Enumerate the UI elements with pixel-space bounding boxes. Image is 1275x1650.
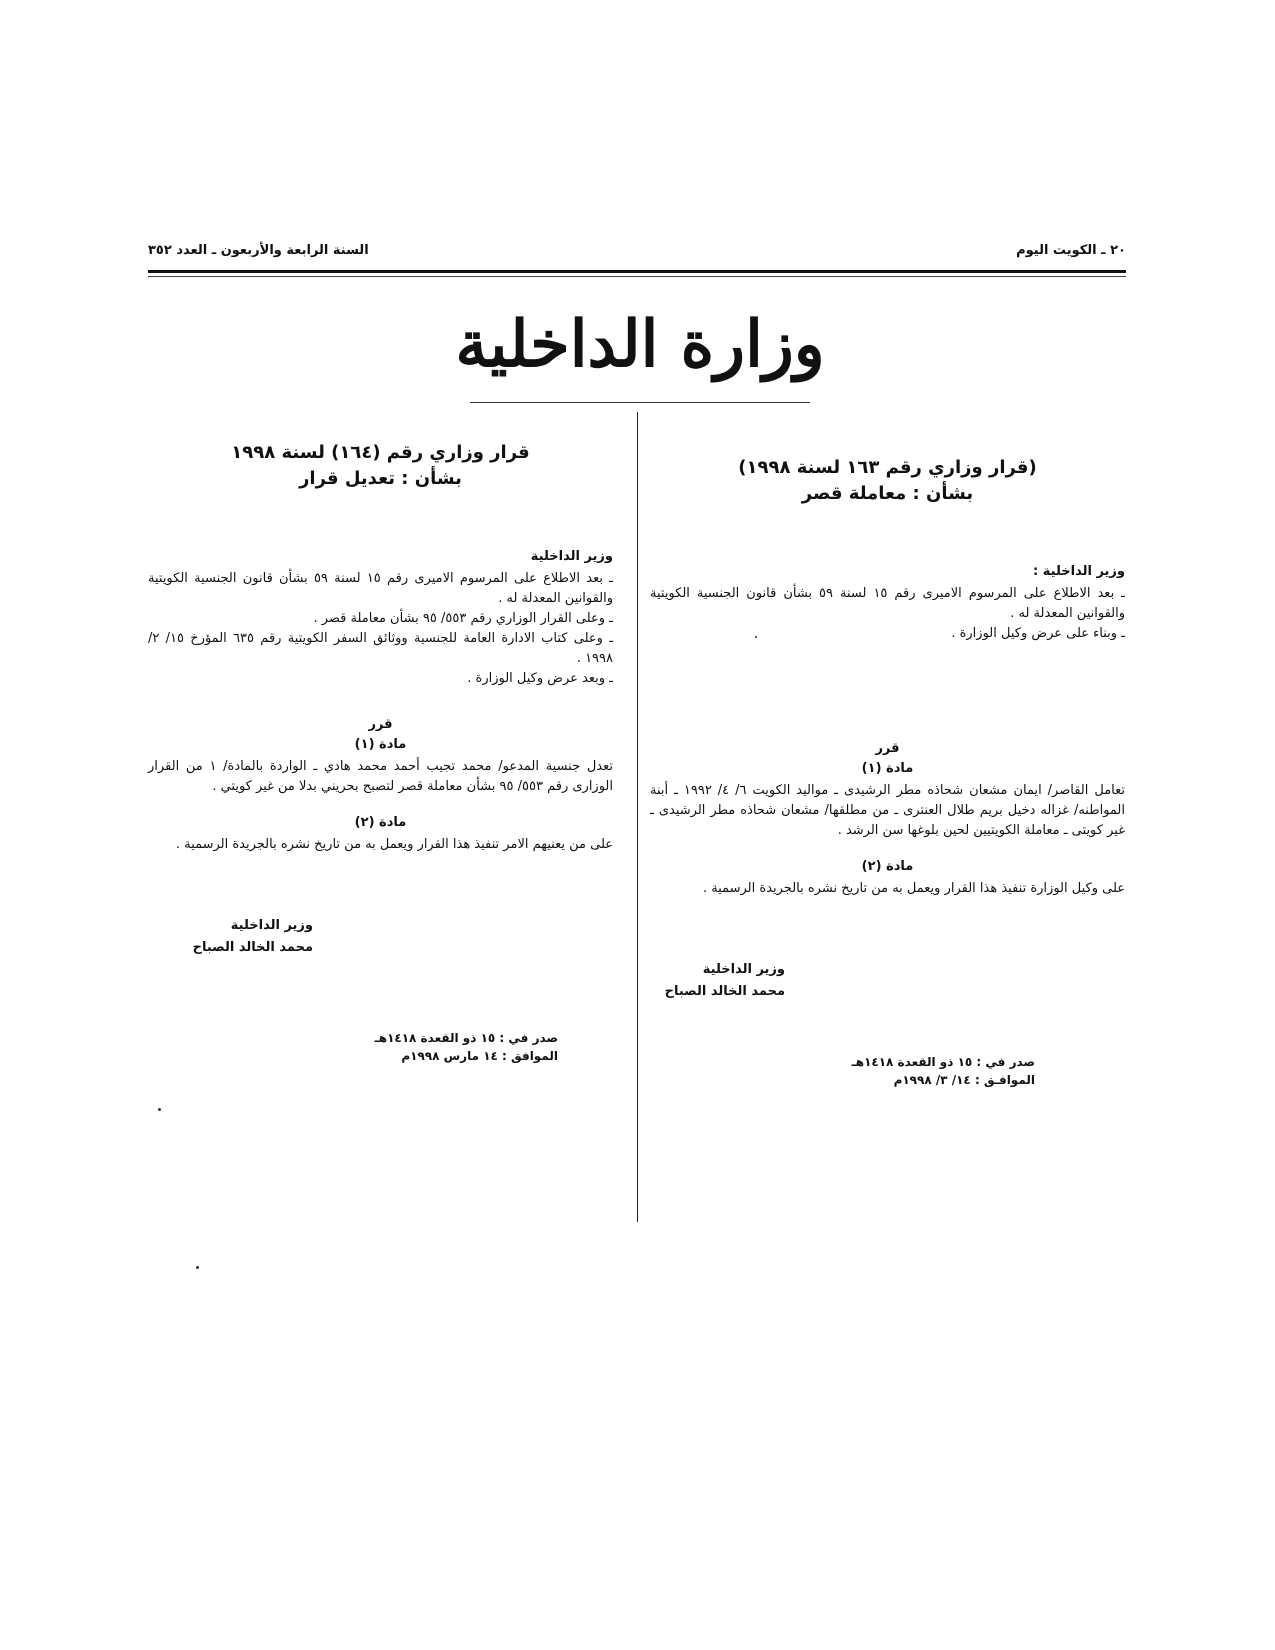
- header-rule: [148, 270, 1126, 273]
- hijri-issue-date: صدر في : ١٥ ذو القعدة ١٤١٨هـ: [851, 1055, 1035, 1069]
- preamble-clause: ـ وبعد عرض وكيل الوزارة .: [467, 671, 613, 686]
- preamble-clause: ـ وعلى القرار الوزاري رقم ٥٥٣/ ٩٥ بشأن معاملة قصر .: [313, 611, 613, 626]
- article-2-body: على من يعنيهم الامر تنفيذ هذا القرار ويعمل به من تاريخ نشره بالجريدة الرسمية .: [175, 837, 613, 852]
- decree-subject: بشأن : معاملة قصر: [801, 483, 974, 504]
- decided-heading: قرر: [875, 741, 900, 756]
- preamble-clause: ـ وبناء على عرض وكيل الوزارة .: [951, 626, 1125, 641]
- signature-title: وزير الداخلية: [702, 962, 785, 977]
- minister-label: وزير الداخلية: [530, 549, 613, 564]
- gregorian-date: الموافق : ١٤ مارس ١٩٩٨م: [401, 1049, 558, 1063]
- signature-name: محمد الخالد الصباح: [664, 984, 785, 999]
- decree-163-column: [650, 455, 1125, 1089]
- hijri-issue-date: صدر في : ١٥ ذو القعدة ١٤١٨هـ: [374, 1031, 558, 1045]
- column-divider: [637, 412, 638, 1222]
- article-1-heading: مادة (١): [861, 761, 914, 776]
- ministry-calligraphy-heading: وزارة الداخلية: [455, 307, 825, 382]
- page-number-and-paper-name: ٢٠ ـ الكويت اليوم: [1016, 243, 1126, 258]
- signature-title: وزير الداخلية: [230, 918, 313, 933]
- preamble: [650, 584, 1125, 644]
- minister-label: وزير الداخلية :: [1033, 564, 1125, 579]
- preamble-clause: ـ بعد الاطلاع على المرسوم الاميرى رقم ١٥ لسنة ٥٩ بشأن قانون الجنسية الكويتية والقوانين المعدلة له .: [148, 571, 613, 606]
- year-and-issue-number: السنة الرابعة والأربعون ـ العدد ٣٥٢: [148, 243, 369, 258]
- preamble-clause: ـ بعد الاطلاع على المرسوم الاميرى رقم ١٥ لسنة ٥٩ بشأن قانون الجنسية الكويتية والقوانين المعدلة له .: [650, 586, 1125, 621]
- article-2-heading: مادة (٢): [861, 859, 914, 874]
- article-1-body: تعدل جنسية المدعو/ محمد تجيب أحمد محمد هادي ـ الواردة بالمادة/ ١ من القرار الوزارى رقم ٥٥٣/ ٩٥ بشأن معاملة قصر لتصبح بحريني بدلا من غير كويتي .: [148, 759, 614, 794]
- decree-title: (قرار وزاري رقم ١٦٣ لسنة ١٩٩٨): [738, 457, 1037, 478]
- title-rule: [470, 402, 810, 403]
- article-1-heading: مادة (١): [354, 737, 407, 752]
- gregorian-date: الموافـق : ١٤/ ٣/ ١٩٩٨م: [893, 1073, 1035, 1087]
- preamble: [148, 569, 613, 689]
- signature-name: محمد الخالد الصباح: [192, 940, 313, 955]
- scan-speck: [196, 1266, 199, 1269]
- running-header: [148, 243, 1126, 265]
- signature-block: [615, 959, 785, 1003]
- article-2-body: على وكيل الوزارة تنفيذ هذا القرار ويعمل به من تاريخ نشره بالجريدة الرسمية .: [702, 881, 1125, 896]
- article-2-heading: مادة (٢): [354, 815, 407, 830]
- decree-subject: بشأن : تعديل قرار: [299, 468, 462, 489]
- signature-block: [143, 915, 313, 959]
- issue-date-block: [650, 1053, 1035, 1089]
- decree-title: قرار وزاري رقم (١٦٤) لسنة ١٩٩٨: [231, 442, 530, 463]
- header-rule-thin: [148, 276, 1126, 277]
- scan-speck: [158, 1108, 161, 1111]
- preamble-clause: ـ وعلى كتاب الادارة العامة للجنسية ووثائق السفر الكويتية رقم ٦٣٥ المؤرخ ١٥/ ٢/ ١٩٩٨ .: [148, 631, 614, 666]
- article-1-body: تعامل القاصر/ ايمان مشعان شحاذه مطر الرشيدى ـ مواليد الكويت ٦/ ٤/ ١٩٩٢ ـ أبنة المواطنه/ غزاله دخيل بريم طلال العنترى ـ من مطلقها/ مشعان شحاذه مطر الرشيدى ـ غير كويتى ـ معاملة الكويتيين لحين بلوغها سن الرشد .: [650, 783, 1126, 838]
- decree-164-column: [148, 440, 613, 1065]
- issue-date-block: [148, 1029, 558, 1065]
- decided-heading: قرر: [368, 717, 393, 732]
- scan-speck: [755, 636, 757, 638]
